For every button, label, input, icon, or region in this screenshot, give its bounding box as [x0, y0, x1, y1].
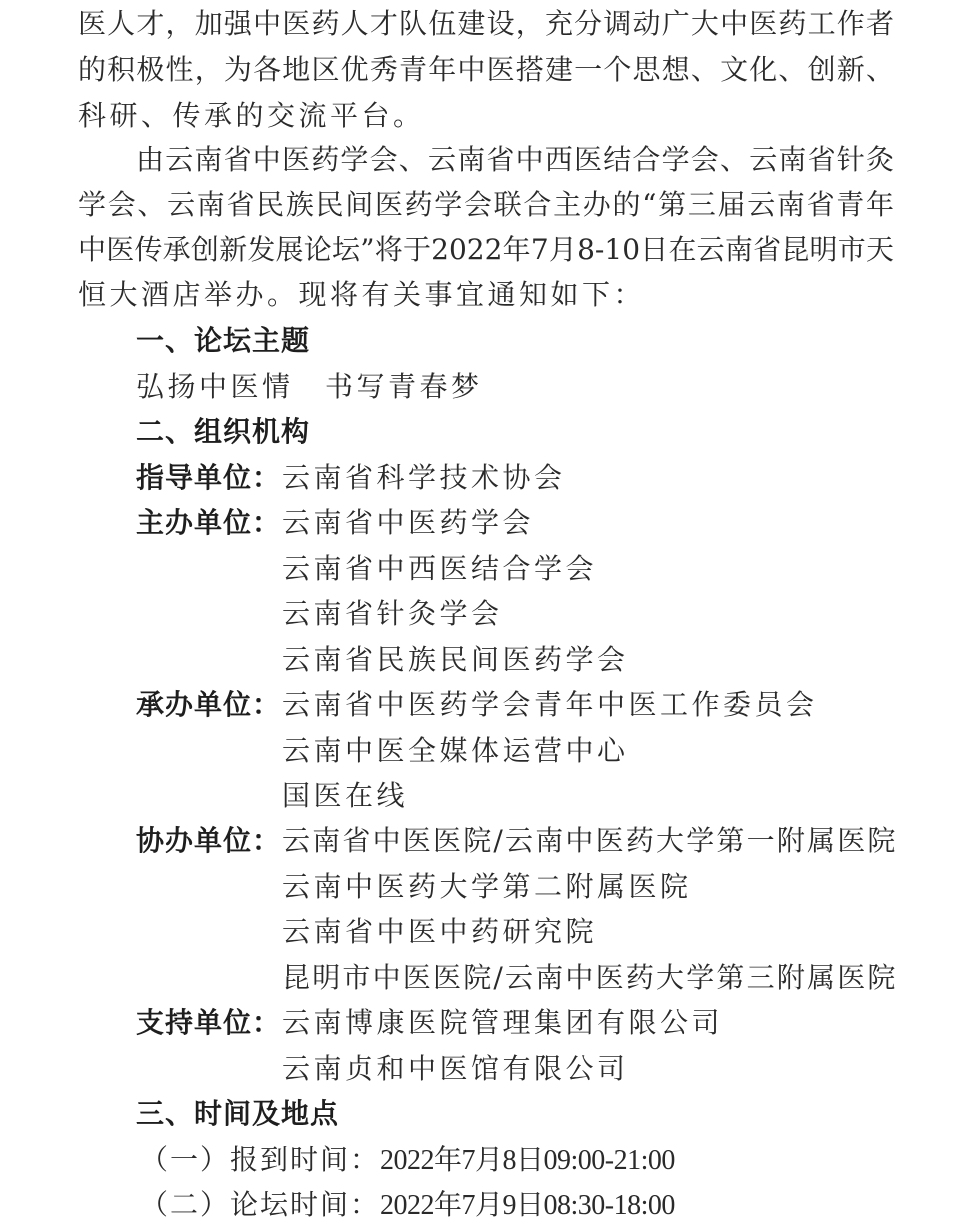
org-label-support: 支持单位： [136, 1006, 282, 1039]
registration-time [140, 1137, 675, 1184]
section-heading-time-location: 三、时间及地点 [136, 1097, 340, 1130]
announcement-line-2: 学会、云南省民族民间医药学会联合主办的“第三届云南省青年 [78, 188, 894, 221]
announcement-line-3: 中医传承创新发展论坛”将于2022年7月8-10日在云南省昆明市天 [78, 233, 894, 266]
forum-time-label: （二）论坛时间： [140, 1188, 381, 1221]
intro-line-3: 科研、传承的交流平台。 [78, 99, 425, 132]
org-item: 昆明市中医医院/云南中医药大学第三附属医院 [282, 961, 898, 994]
forum-time-value: 2022年7月9日08:30-18:00 [380, 1190, 675, 1221]
org-item: 云南省中医中药研究院 [282, 915, 598, 948]
org-item: 云南省民族民间医药学会 [282, 643, 629, 676]
announcement-line-4: 恒大酒店举办。现将有关事宜通知如下： [78, 278, 646, 311]
org-item: 云南省中医药学会青年中医工作委员会 [282, 688, 818, 721]
org-label-organizer: 承办单位： [136, 688, 282, 721]
org-item: 云南贞和中医馆有限公司 [282, 1052, 629, 1085]
section-heading-theme: 一、论坛主题 [136, 324, 311, 357]
org-item: 云南省针灸学会 [282, 597, 503, 630]
org-item: 云南省科学技术协会 [282, 461, 566, 494]
org-item: 云南省中医药学会 [282, 506, 535, 539]
org-item: 云南中医全媒体运营中心 [282, 734, 629, 767]
org-item: 云南省中医医院/云南中医药大学第一附属医院 [282, 824, 898, 857]
intro-line-2: 的积极性，为各地区优秀青年中医搭建一个思想、文化、创新、 [78, 53, 894, 86]
intro-line-1: 医人才，加强中医药人才队伍建设，充分调动广大中医药工作者 [78, 7, 894, 40]
section-heading-organization: 二、组织机构 [136, 415, 311, 448]
org-label-guidance: 指导单位： [136, 461, 282, 494]
org-item: 云南博康医院管理集团有限公司 [282, 1006, 724, 1039]
forum-theme: 弘扬中医情 书写青春梦 [136, 370, 483, 403]
announcement-line-1: 由云南省中医药学会、云南省中西医结合学会、云南省针灸 [136, 143, 894, 176]
forum-time [140, 1182, 675, 1229]
org-item: 国医在线 [282, 779, 409, 812]
registration-time-value: 2022年7月8日09:00-21:00 [380, 1145, 675, 1176]
org-label-host: 主办单位： [136, 506, 282, 539]
org-label-co-organizer: 协办单位： [136, 824, 282, 857]
org-item: 云南省中西医结合学会 [282, 552, 598, 585]
org-item: 云南中医药大学第二附属医院 [282, 870, 692, 903]
registration-time-label: （一）报到时间： [140, 1143, 381, 1176]
